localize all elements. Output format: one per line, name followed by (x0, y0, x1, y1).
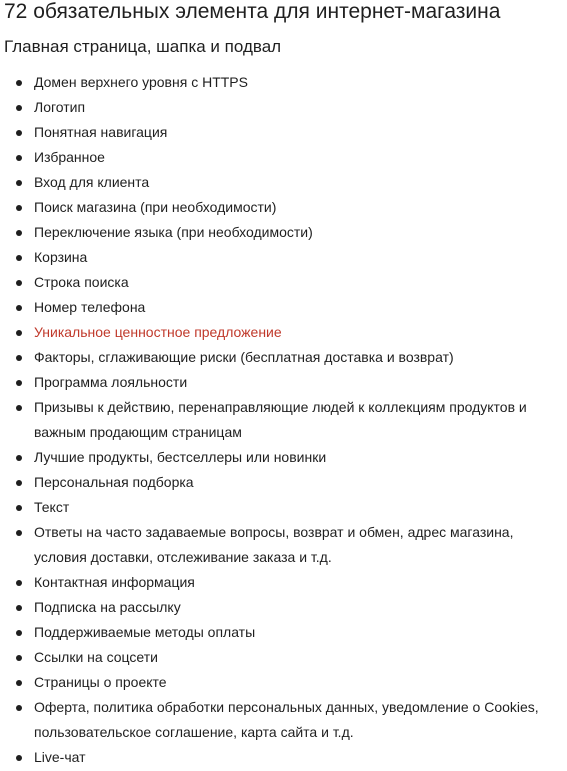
bullet-icon (16, 530, 22, 536)
list-item-text: Факторы, сглаживающие риски (бесплатная доставка и возврат) (34, 349, 454, 365)
bullet-icon (16, 630, 22, 636)
list-item-text: Номер телефона (34, 299, 146, 315)
bullet-icon (16, 605, 22, 611)
list-item-text: Текст (34, 499, 70, 515)
list-item (0, 120, 560, 145)
page-title: 72 обязательных элемента для интернет-магазина (4, 0, 501, 23)
list-item-text: Корзина (34, 249, 88, 265)
bullet-icon (16, 455, 22, 461)
bullet-icon (16, 505, 22, 511)
list-item (0, 145, 560, 170)
list-item-text: Персональная подборка (34, 474, 194, 490)
list-item-text: Лучшие продукты, бестселлеры или новинки (34, 449, 327, 465)
bullet-icon (16, 180, 22, 186)
bullet-icon (16, 680, 22, 686)
list-item (0, 320, 560, 345)
bullet-icon (16, 355, 22, 361)
list-item (0, 620, 560, 645)
list-item (0, 745, 560, 770)
bullet-icon (16, 480, 22, 486)
list-item (0, 270, 560, 295)
list-item-text: Призывы к действию, перенаправляющие людей к коллекциям продуктов и важным продающим страницам (34, 399, 527, 440)
list-item-text: Уникальное ценностное предложение (34, 324, 282, 340)
bullet-icon (16, 205, 22, 211)
section-heading: Главная страница, шапка и подвал (4, 37, 282, 56)
list-item-text: Переключение языка (при необходимости) (34, 224, 313, 240)
bullet-icon (16, 580, 22, 586)
list-item (0, 670, 560, 695)
list-item (0, 245, 560, 270)
list-item-text: Ответы на часто задаваемые вопросы, возврат и обмен, адрес магазина, условия доставки, отслеживание заказа и т.д. (34, 524, 514, 565)
list-item-text: Оферта, политика обработки персональных данных, уведомление о Cookies, пользовательское соглашение, карта сайта и т.д. (34, 699, 539, 740)
list-item-text: Контактная информация (34, 574, 195, 590)
bullet-icon (16, 380, 22, 386)
bullet-icon (16, 755, 22, 761)
list-item (0, 170, 560, 195)
list-item-text: Программа лояльности (34, 374, 188, 390)
list-item (0, 520, 560, 570)
list-item-text: Поддерживаемые методы оплаты (34, 624, 256, 640)
list-item-text: Строка поиска (34, 274, 129, 290)
bullet-icon (16, 405, 22, 411)
list-item (0, 645, 560, 670)
list-item (0, 370, 560, 395)
list-item-text: Домен верхнего уровня с HTTPS (34, 74, 248, 90)
list-item-text: Страницы о проекте (34, 674, 167, 690)
list-item (0, 470, 560, 495)
list-item-text: Вход для клиента (34, 174, 150, 190)
list-item (0, 70, 560, 95)
bullet-icon (16, 280, 22, 286)
list-item (0, 595, 560, 620)
list-item (0, 395, 560, 445)
list-item-text: Поиск магазина (при необходимости) (34, 199, 277, 215)
list-item (0, 695, 560, 745)
bullet-icon (16, 155, 22, 161)
bullet-icon (16, 330, 22, 336)
bullet-icon (16, 230, 22, 236)
list-item-text: Избранное (34, 149, 105, 165)
bullet-icon (16, 130, 22, 136)
elements-list (0, 70, 560, 770)
bullet-icon (16, 655, 22, 661)
bullet-icon (16, 255, 22, 261)
list-item (0, 570, 560, 595)
list-item (0, 345, 560, 370)
list-item (0, 445, 560, 470)
list-item-text: Live-чат (34, 749, 86, 765)
list-item-text: Подписка на рассылку (34, 599, 181, 615)
bullet-icon (16, 105, 22, 111)
bullet-icon (16, 305, 22, 311)
bullet-icon (16, 80, 22, 86)
list-item-text: Ссылки на соцсети (34, 649, 158, 665)
list-item-text: Понятная навигация (34, 124, 168, 140)
list-item (0, 495, 560, 520)
bullet-icon (16, 705, 22, 711)
list-item (0, 195, 560, 220)
list-item (0, 220, 560, 245)
list-item-text: Логотип (34, 99, 86, 115)
list-item (0, 295, 560, 320)
list-item (0, 95, 560, 120)
